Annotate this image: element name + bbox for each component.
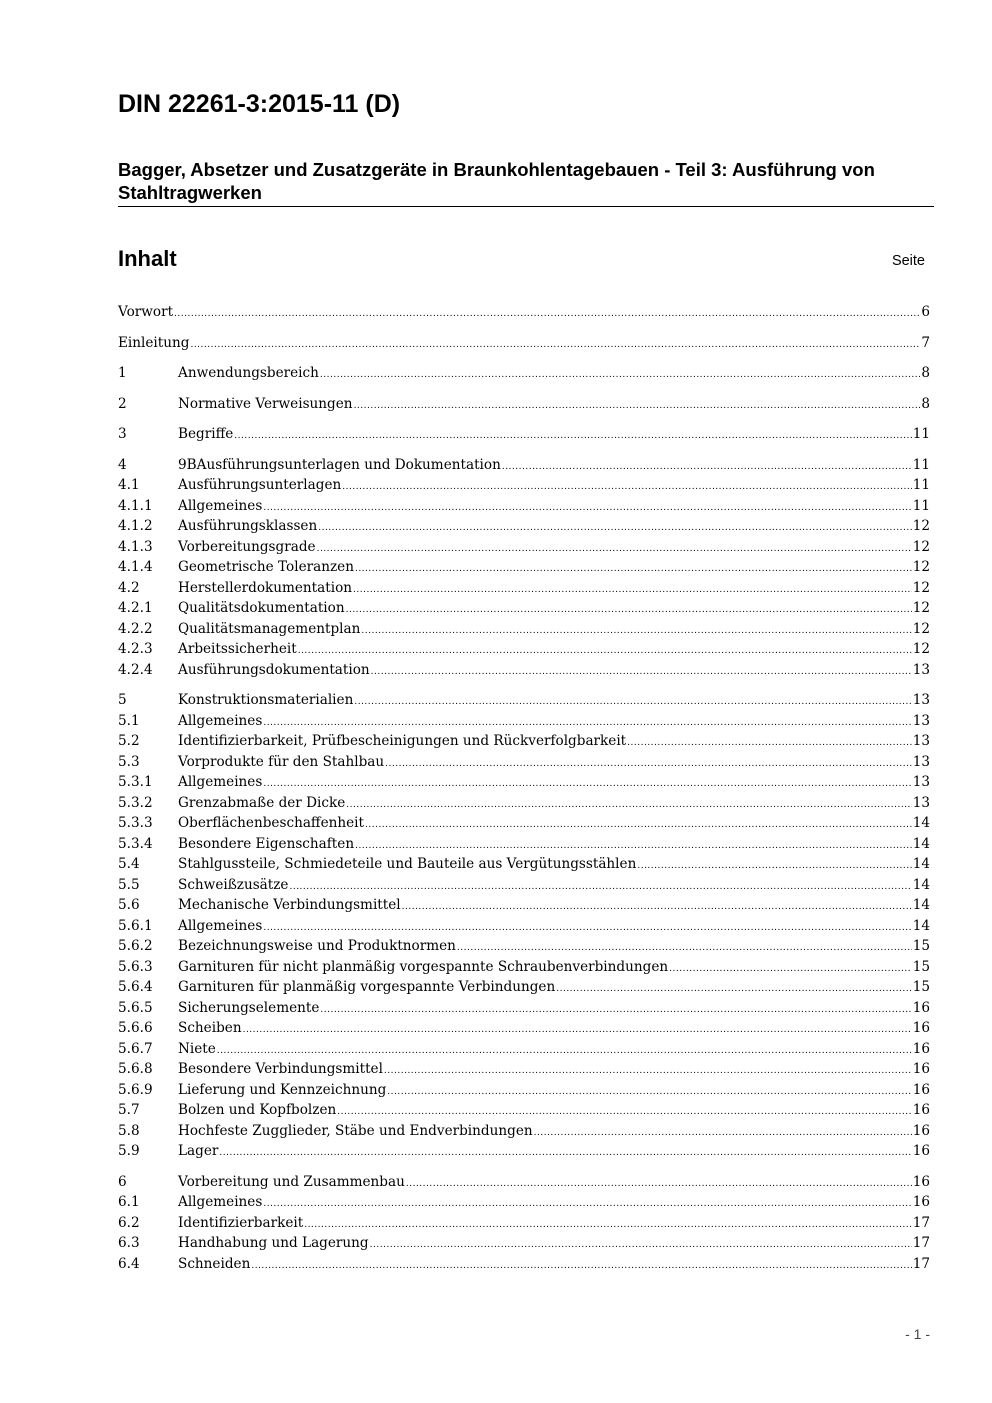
toc-entry-title: Grenzabmaße der Dicke <box>178 794 346 811</box>
toc-entry-title: Lieferung und Kennzeichnung <box>178 1081 387 1098</box>
toc-entry-page: 13 <box>912 733 930 749</box>
toc-entry[interactable] <box>118 1141 930 1162</box>
toc-entry-title: Allgemeines <box>178 917 263 934</box>
toc-entry-number: 5.5 <box>118 876 140 893</box>
toc-entry[interactable] <box>118 1100 930 1121</box>
toc-entry-title: Qualitätsmanagementplan <box>178 620 361 637</box>
toc-entry-number: 5.9 <box>118 1143 140 1159</box>
toc-entry[interactable] <box>118 772 930 793</box>
toc-entry-number: 4.2.3 <box>118 641 153 657</box>
toc-entry-number: 4.1.2 <box>118 518 153 534</box>
toc-entry-page: 12 <box>912 600 930 616</box>
toc-dot-leader <box>318 516 911 539</box>
toc-entry-number: 4.2 <box>118 579 140 596</box>
toc-dot-leader <box>402 895 912 918</box>
toc-entry-number: 5.7 <box>118 1102 140 1118</box>
toc-entry[interactable] <box>118 660 930 681</box>
toc-entry-page: 11 <box>912 426 930 442</box>
toc-entry-number: 4.1.3 <box>118 538 153 555</box>
toc-entry-page: 16 <box>912 1061 930 1077</box>
toc-entry-page: 15 <box>912 938 930 954</box>
toc-entry-number: 4.1.1 <box>118 497 153 514</box>
toc-entry-title: Lager <box>178 1143 219 1159</box>
toc-entry[interactable] <box>118 690 930 711</box>
toc-entry-title: Mechanische Verbindungsmittel <box>178 897 401 913</box>
toc-dot-leader <box>263 1192 911 1215</box>
toc-entry-title: Stahlgussteile, Schmiedeteile und Bauteile aus Vergütungsstählen <box>178 856 637 872</box>
toc-entry-page: 8 <box>921 365 930 381</box>
toc-entry[interactable] <box>118 793 930 814</box>
toc-dot-leader <box>556 977 911 1000</box>
toc-entry-page: 15 <box>912 979 930 995</box>
page-number: - 1 - <box>905 1326 930 1342</box>
toc-entry[interactable] <box>118 302 930 323</box>
toc-entry[interactable] <box>118 711 930 732</box>
toc-entry-page: 13 <box>912 794 930 811</box>
toc-entry-page: 12 <box>912 538 930 555</box>
toc-entry-page: 14 <box>912 815 930 831</box>
toc-dot-leader <box>243 1018 912 1041</box>
toc-entry-page: 12 <box>912 579 930 596</box>
toc-entry-number: 5.6.9 <box>118 1081 153 1098</box>
toc-dot-leader <box>263 916 911 939</box>
toc-entry-title: Hochfeste Zugglieder, Stäbe und Endverbindungen <box>178 1122 533 1139</box>
toc-dot-leader <box>217 1039 912 1062</box>
toc-entry-number: 3 <box>118 426 127 442</box>
toc-entry-number: 4 <box>118 456 127 473</box>
toc-entry-title: Arbeitssicherheit <box>178 641 297 657</box>
toc-entry-title: Scheiben <box>178 1020 242 1036</box>
toc-entry[interactable] <box>118 619 930 640</box>
toc-entry-page: 16 <box>912 1040 930 1057</box>
toc-entry-page: 6 <box>921 304 930 320</box>
toc-entry-number: 6.1 <box>118 1194 140 1210</box>
toc-entry[interactable] <box>118 916 930 937</box>
toc-entry[interactable] <box>118 895 930 916</box>
toc-entry-number: 4.2.1 <box>118 600 153 616</box>
toc-entry-title: Vorbereitungsgrade <box>178 538 316 555</box>
toc-entry[interactable] <box>118 598 930 619</box>
toc-entry-page: 11 <box>912 477 930 493</box>
toc-entry-page: 11 <box>912 456 930 473</box>
toc-dot-leader <box>298 639 912 662</box>
toc-page-column-label: Seite <box>891 253 925 269</box>
toc-entry[interactable] <box>118 1213 930 1234</box>
toc-entry-page: 13 <box>912 692 930 708</box>
toc-dot-leader <box>669 957 912 980</box>
table-of-contents <box>118 302 930 1274</box>
toc-entry-number: 4.2.2 <box>118 620 153 637</box>
toc-dot-leader <box>627 731 912 754</box>
toc-entry-number: 6.4 <box>118 1255 140 1272</box>
toc-dot-leader <box>234 424 911 447</box>
toc-entry-number: 5.6.1 <box>118 917 153 934</box>
toc-entry[interactable] <box>118 516 930 537</box>
toc-dot-leader <box>346 598 912 621</box>
toc-dot-leader <box>406 1172 912 1195</box>
toc-entry[interactable] <box>118 1254 930 1275</box>
toc-entry-number: 5.6.5 <box>118 999 153 1016</box>
toc-dot-leader <box>354 690 911 713</box>
toc-entry-title: Garnituren für nicht planmäßig vorgespannte Schraubenverbindungen <box>178 958 669 975</box>
toc-dot-leader <box>353 578 912 601</box>
toc-entry-title: Schweißzusätze <box>178 876 289 893</box>
toc-dot-leader <box>174 302 920 325</box>
toc-entry[interactable] <box>118 1121 930 1142</box>
toc-entry-title: Ausführungsunterlagen <box>178 477 342 493</box>
toc-dot-leader <box>190 333 920 356</box>
toc-entry-title: Sicherungselemente <box>178 999 320 1016</box>
toc-entry-number: 2 <box>118 395 127 412</box>
toc-entry-number: 5.3.2 <box>118 794 153 811</box>
toc-entry[interactable] <box>118 752 930 773</box>
toc-entry-number: 5.3 <box>118 753 140 770</box>
toc-entry-page: 14 <box>912 897 930 913</box>
toc-entry-title: Ausführungsklassen <box>178 518 318 534</box>
toc-dot-leader <box>361 619 911 642</box>
toc-entry[interactable] <box>118 1233 930 1254</box>
toc-entry-number: 5.6.4 <box>118 979 153 995</box>
toc-entry[interactable] <box>118 1039 930 1060</box>
toc-entry[interactable] <box>118 1059 930 1080</box>
toc-entry-page: 12 <box>912 620 930 637</box>
toc-entry[interactable] <box>118 475 930 496</box>
toc-dot-leader <box>371 660 912 683</box>
toc-dot-leader <box>263 772 911 795</box>
toc-entry[interactable] <box>118 1172 930 1193</box>
toc-entry-title: 9BAusführungsunterlagen und Dokumentation <box>178 456 501 473</box>
toc-entry-page: 15 <box>912 958 930 975</box>
toc-heading: Inhalt <box>118 246 177 271</box>
toc-entry[interactable] <box>118 455 930 476</box>
toc-entry-page: 13 <box>912 712 930 729</box>
toc-entry-page: 16 <box>912 1102 930 1118</box>
toc-entry-number: 5.6.6 <box>118 1020 153 1036</box>
toc-entry[interactable] <box>118 1192 930 1213</box>
toc-dot-leader <box>251 1254 911 1277</box>
toc-dot-leader <box>346 793 911 816</box>
toc-entry-number: 1 <box>118 365 127 381</box>
toc-entry-title: Identifizierbarkeit <box>178 1214 304 1231</box>
toc-dot-leader <box>385 752 912 775</box>
toc-entry-number: 5.3.3 <box>118 815 153 831</box>
toc-entry[interactable] <box>118 557 930 578</box>
toc-entry-title: Besondere Eigenschaften <box>178 835 355 852</box>
toc-dot-leader <box>365 813 912 836</box>
toc-entry-title: Qualitätsdokumentation <box>178 600 345 616</box>
toc-entry-page: 16 <box>912 1122 930 1139</box>
toc-entry-title: Allgemeines <box>178 497 263 514</box>
toc-entry-number: 5 <box>118 692 127 708</box>
toc-entry-number: 5.6 <box>118 897 140 913</box>
toc-entry-page: 14 <box>912 856 930 872</box>
document-title: Bagger, Absetzer und Zusatzgeräte in Braunkohlentagebauen - Teil 3: Ausführung von Stahltragwerken <box>118 159 875 203</box>
toc-entry-page: 12 <box>912 641 930 657</box>
toc-entry[interactable] <box>118 1080 930 1101</box>
toc-entry-number: 6.3 <box>118 1235 140 1251</box>
toc-entry-title: Allgemeines <box>178 1194 263 1210</box>
toc-entry-title: Normative Verweisungen <box>178 395 353 412</box>
toc-entry-number: 5.2 <box>118 733 140 749</box>
toc-entry-title: Bezeichnungsweise und Produktnormen <box>178 938 456 954</box>
toc-entry-page: 16 <box>912 1081 930 1098</box>
toc-entry[interactable] <box>118 977 930 998</box>
toc-dot-leader <box>320 998 911 1021</box>
toc-entry[interactable] <box>118 875 930 896</box>
toc-dot-leader <box>342 475 911 498</box>
toc-entry-page: 13 <box>912 774 930 790</box>
toc-dot-leader <box>317 537 912 560</box>
toc-entry-number: 5.6.3 <box>118 958 153 975</box>
toc-entry[interactable] <box>118 363 930 384</box>
toc-entry-number: 6.2 <box>118 1214 140 1231</box>
toc-dot-leader <box>457 936 912 959</box>
toc-entry-title: Anwendungsbereich <box>178 365 319 381</box>
toc-entry-page: 14 <box>912 876 930 893</box>
toc-dot-leader <box>355 557 912 580</box>
toc-entry-number: 5.8 <box>118 1122 140 1139</box>
toc-dot-leader <box>337 1100 911 1123</box>
toc-dot-leader <box>637 854 911 877</box>
toc-entry-page: 16 <box>912 1020 930 1036</box>
toc-entry-title: Garnituren für planmäßig vorgespannte Verbindungen <box>178 979 556 995</box>
toc-dot-leader <box>289 875 911 898</box>
toc-entry-number: 5.4 <box>118 856 140 872</box>
toc-entry[interactable] <box>118 496 930 517</box>
toc-entry-title: Einleitung <box>118 334 190 351</box>
toc-entry-title: Handhabung und Lagerung <box>178 1235 369 1251</box>
toc-entry-title: Vorprodukte für den Stahlbau <box>178 753 385 770</box>
title-divider <box>118 206 934 207</box>
toc-entry[interactable] <box>118 957 930 978</box>
toc-entry-page: 14 <box>912 835 930 852</box>
toc-entry-title: Bolzen und Kopfbolzen <box>178 1102 337 1118</box>
toc-dot-leader <box>304 1213 911 1236</box>
toc-entry-title: Vorwort <box>118 304 174 320</box>
toc-dot-leader <box>354 394 921 417</box>
toc-dot-leader <box>534 1121 912 1144</box>
toc-dot-leader <box>320 363 920 386</box>
toc-dot-leader <box>263 711 911 734</box>
document-id: DIN 22261-3:2015-11 (D) <box>118 90 401 118</box>
toc-entry-title: Ausführungsdokumentation <box>178 661 370 678</box>
toc-dot-leader <box>384 1059 912 1082</box>
toc-entry[interactable] <box>118 537 930 558</box>
toc-entry-title: Besondere Verbindungsmittel <box>178 1061 383 1077</box>
toc-entry-page: 16 <box>912 1173 930 1190</box>
toc-entry[interactable] <box>118 834 930 855</box>
toc-entry-number: 4.1.4 <box>118 559 153 575</box>
toc-entry-page: 16 <box>912 1143 930 1159</box>
toc-entry-page: 17 <box>912 1255 930 1272</box>
toc-entry-title: Allgemeines <box>178 774 263 790</box>
toc-entry-title: Herstellerdokumentation <box>178 579 353 596</box>
toc-dot-leader <box>355 834 912 857</box>
toc-entry-number: 5.3.1 <box>118 774 153 790</box>
toc-entry[interactable] <box>118 1018 930 1039</box>
toc-entry-page: 13 <box>912 661 930 678</box>
toc-entry-title: Vorbereitung und Zusammenbau <box>178 1173 405 1190</box>
toc-entry-number: 4.2.4 <box>118 661 153 678</box>
toc-entry-title: Identifizierbarkeit, Prüfbescheinigungen und Rückverfolgbarkeit <box>178 733 627 749</box>
toc-entry[interactable] <box>118 578 930 599</box>
toc-entry-number: 4.1 <box>118 477 140 493</box>
toc-entry-page: 7 <box>921 334 930 351</box>
toc-entry-number: 5.6.7 <box>118 1040 153 1057</box>
toc-entry[interactable] <box>118 998 930 1019</box>
toc-entry-title: Geometrische Toleranzen <box>178 559 354 575</box>
toc-entry-page: 12 <box>912 518 930 534</box>
toc-entry-page: 17 <box>912 1235 930 1251</box>
toc-entry-title: Allgemeines <box>178 712 263 729</box>
toc-dot-leader <box>502 455 912 478</box>
toc-dot-leader <box>263 496 911 519</box>
toc-entry-page: 13 <box>912 753 930 770</box>
toc-entry[interactable] <box>118 333 930 354</box>
toc-entry-page: 11 <box>912 497 930 514</box>
toc-entry[interactable] <box>118 731 930 752</box>
toc-entry-number: 5.1 <box>118 712 140 729</box>
toc-entry-page: 14 <box>912 917 930 934</box>
toc-entry-page: 12 <box>912 559 930 575</box>
toc-entry-number: 5.3.4 <box>118 835 153 852</box>
toc-entry[interactable] <box>118 424 930 445</box>
toc-entry-title: Niete <box>178 1040 216 1057</box>
toc-entry-page: 17 <box>912 1214 930 1231</box>
toc-entry-number: 5.6.8 <box>118 1061 153 1077</box>
toc-entry-page: 8 <box>921 395 930 412</box>
toc-entry-title: Konstruktionsmaterialien <box>178 692 354 708</box>
toc-entry-title: Schneiden <box>178 1255 251 1272</box>
toc-entry[interactable] <box>118 936 930 957</box>
toc-entry-title: Oberflächenbeschaffenheit <box>178 815 364 831</box>
toc-entry-title: Begriffe <box>178 426 234 442</box>
toc-entry[interactable] <box>118 813 930 834</box>
toc-entry-number: 5.6.2 <box>118 938 153 954</box>
toc-entry-page: 16 <box>912 999 930 1016</box>
toc-dot-leader <box>219 1141 911 1164</box>
toc-dot-leader <box>370 1233 912 1256</box>
toc-dot-leader <box>387 1080 911 1103</box>
toc-entry[interactable] <box>118 854 930 875</box>
toc-entry[interactable] <box>118 394 930 415</box>
toc-entry-number: 6 <box>118 1173 127 1190</box>
toc-entry[interactable] <box>118 639 930 660</box>
toc-entry-page: 16 <box>912 1194 930 1210</box>
